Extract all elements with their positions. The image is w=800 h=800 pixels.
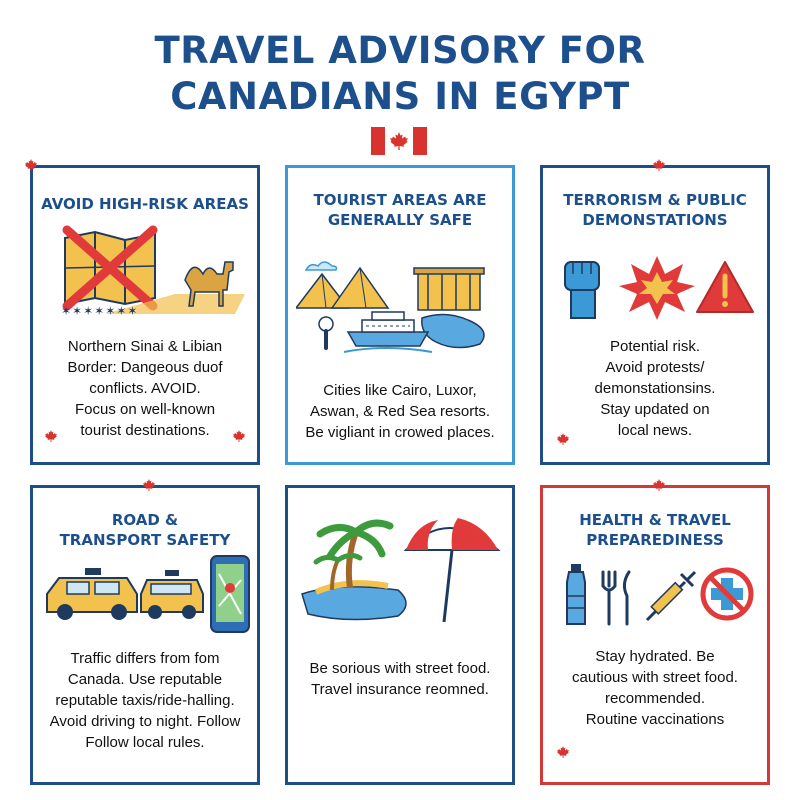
page-title-line2: CANADIANS IN EGYPT <box>170 75 630 118</box>
barbed-wire-icon: ✶✶✶✶✶✶✶ <box>61 304 139 318</box>
card-high-risk-areas <box>30 165 260 465</box>
terrorism-icons <box>557 254 757 324</box>
health-icons <box>563 562 755 632</box>
maple-leaf-icon <box>143 479 155 491</box>
card-text: Northern Sinai & Libian Border: Dangeous duof conflicts. AVOID. Focus on well-known tourist destinations. <box>67 338 223 439</box>
phone-map-icon <box>211 556 249 632</box>
pyramids-icon <box>296 248 506 358</box>
maple-leaf-icon <box>557 746 569 758</box>
card-text: Stay hydrated. Be cautious with street food. recommended. Routine vaccinations <box>572 648 738 728</box>
water-bottle-icon <box>567 564 585 624</box>
beach-icons <box>298 512 508 624</box>
card-road-transport-safety <box>30 485 260 785</box>
maple-leaf-icon <box>653 479 665 491</box>
card-text: Potential risk. Avoid protests/ demonstationsins. Stay updated on local news. <box>594 338 716 439</box>
card-text: Traffic differs from fom Canada. Use reputable reputable taxis/ride-halling. Avoid driving to night. Follow Follow local rules. <box>49 650 241 751</box>
card-street-food-insurance <box>285 485 515 785</box>
card-title: ROAD & TRANSPORT SAFETY <box>59 511 231 549</box>
syringe-icon <box>647 572 695 620</box>
taxi-icon <box>47 568 137 620</box>
card-health-preparedness <box>540 485 770 785</box>
maple-leaf-icon <box>45 430 57 442</box>
card-title: TERRORISM & PUBLIC DEMONSTATIONS <box>563 191 747 229</box>
taxi-icon <box>141 570 203 619</box>
maple-leaf-icon <box>557 433 569 445</box>
card-tourist-areas <box>285 165 515 465</box>
raised-fist-icon <box>565 262 599 318</box>
explosion-icon <box>619 256 695 320</box>
card-title: HEALTH & TRAVEL PREPAREDINESS <box>579 511 731 549</box>
cutlery-icon <box>603 572 629 624</box>
card-text: Cities like Cairo, Luxor, Aswan, & Red Sea resorts. Be vigliant in crowed places. <box>305 382 495 441</box>
location-pin-icon <box>319 317 333 348</box>
palm-island-icon <box>302 523 406 619</box>
maple-leaf-icon <box>233 430 245 442</box>
maple-leaf-icon <box>653 159 665 171</box>
card-title: TOURIST AREAS ARE GENERALLY SAFE <box>313 191 487 229</box>
card-terrorism-demonstrations <box>540 165 770 465</box>
no-medical-icon <box>703 570 751 618</box>
card-text: Be sorious with street food. Travel insurance reomned. <box>309 660 491 698</box>
page-title-line1: TRAVEL ADVISORY FOR <box>154 29 646 72</box>
card-title: AVOID HIGH-RISK AREAS <box>41 195 249 213</box>
cruise-ship-icon <box>344 312 432 352</box>
transport-icons <box>41 554 253 636</box>
warning-icon <box>697 262 753 312</box>
beach-umbrella-icon <box>406 518 498 622</box>
page-title <box>0 28 800 120</box>
temple-icon <box>414 268 484 310</box>
maple-leaf-icon <box>25 159 37 171</box>
canada-flag-icon <box>371 127 427 155</box>
